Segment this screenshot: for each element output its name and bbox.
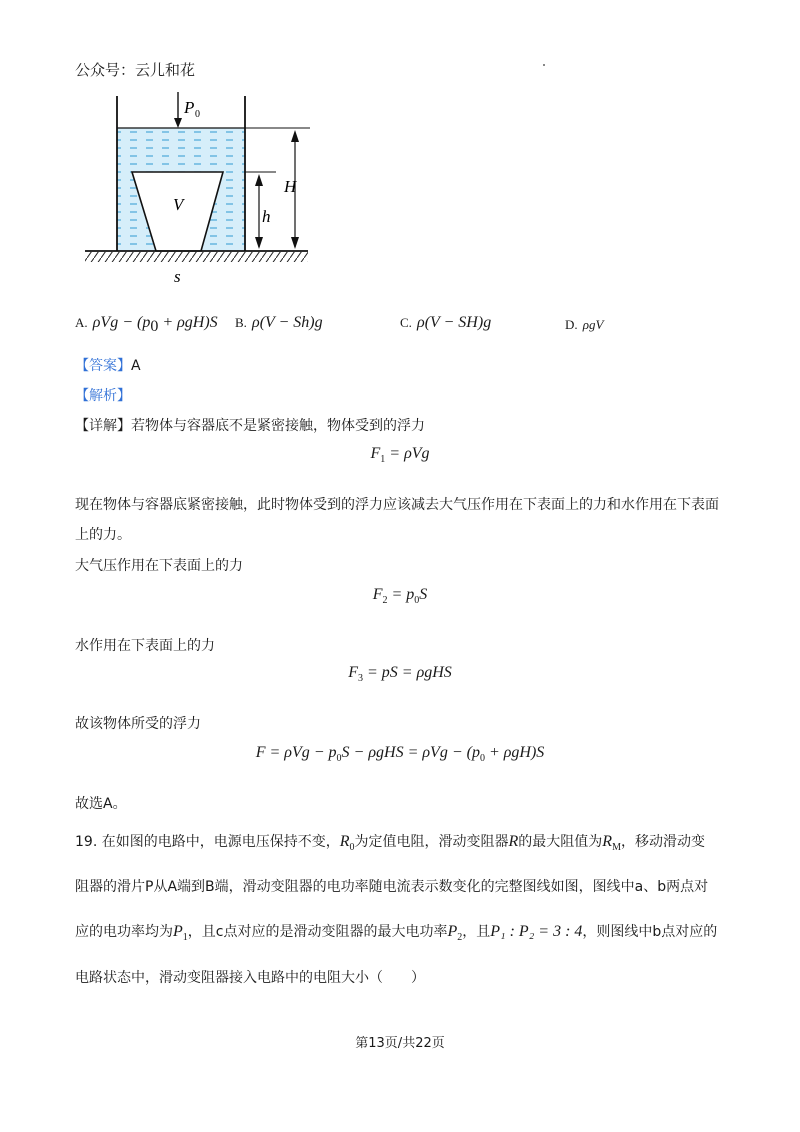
answer-tag: 【答案】 bbox=[75, 358, 131, 374]
equation-final: $F = \rho Vg - p_0S - \rho gHS = \rho Vg - (p_0 + \rho gH)S$ bbox=[255, 744, 545, 765]
h-big-label: H bbox=[284, 177, 297, 196]
water-label: 水作用在下表面上的力 bbox=[75, 638, 215, 654]
v-label: V bbox=[173, 195, 184, 214]
equation-f2: $F_2 = p_0S$ bbox=[372, 586, 428, 607]
detail-para2-line1: 现在物体与容器底紧密接触，此时物体受到的浮力应该减去大气压作用在下表面上的力和水作用在下表面 bbox=[75, 497, 719, 513]
h-small-label: h bbox=[262, 207, 271, 226]
container-figure bbox=[80, 88, 320, 288]
answer-line bbox=[75, 356, 141, 376]
q19-line4: 电路状态中，滑动变阻器接入电路中的电阻大小（ ） bbox=[75, 970, 425, 986]
p0-label: P bbox=[184, 98, 195, 117]
ground-hatch bbox=[85, 252, 308, 262]
page-number: 第13页/共22页 bbox=[355, 1036, 445, 1051]
detail-tag: 【详解】 bbox=[75, 418, 131, 434]
scan-dot bbox=[543, 64, 545, 66]
equation-f1: $F_1 = \rho Vg$ bbox=[370, 445, 430, 466]
buoy-label: 故该物体所受的浮力 bbox=[75, 716, 201, 732]
account-label: 公众号：云儿和花 bbox=[75, 61, 196, 79]
atm-label: 大气压作用在下表面上的力 bbox=[75, 558, 243, 574]
detail-para2-line2: 上的力。 bbox=[75, 527, 131, 543]
q19-line2: 阻器的滑片P从A端到B端，滑动变阻器的电功率随电流表示数变化的完整图线如图，图线中a、b两点对 bbox=[75, 879, 709, 895]
q19-line3: 应的电功率均为$P_1$，且c点对应的是滑动变阻器的最大电功率$P_2$，且P₁ : P₂ = 3 : 4，则图线中b点对应的 bbox=[75, 923, 718, 944]
analysis-tag: 【解析】 bbox=[75, 388, 131, 404]
option-c: C. ρ(V − SH)g bbox=[400, 314, 492, 331]
conclusion: 故选A。 bbox=[75, 796, 127, 812]
detail-intro: 【详解】若物体与容器底不是紧密接触，物体受到的浮力 bbox=[75, 418, 425, 434]
option-a: A. $\rho Vg - (p_0 + \rho gH)S$ bbox=[75, 314, 218, 336]
q19-line1: 19. 在如图的电路中，电源电压保持不变，$R_0$为定值电阻，滑动变阻器R的最大阻值为$R_M$，移动滑动变 bbox=[75, 833, 705, 854]
svg-text:0: 0 bbox=[195, 109, 200, 120]
equation-f3: $F_3$ = pS = ρgHS bbox=[348, 664, 452, 685]
option-b: B. ρ(V − Sh)g bbox=[235, 314, 323, 331]
s-label: s bbox=[174, 267, 181, 286]
option-d: D. ρgV bbox=[565, 317, 604, 332]
answer-value: A bbox=[131, 358, 141, 374]
ratio: P₁ : P₂ = 3 : 4 bbox=[490, 923, 583, 940]
q19-number: 19. bbox=[75, 834, 98, 850]
